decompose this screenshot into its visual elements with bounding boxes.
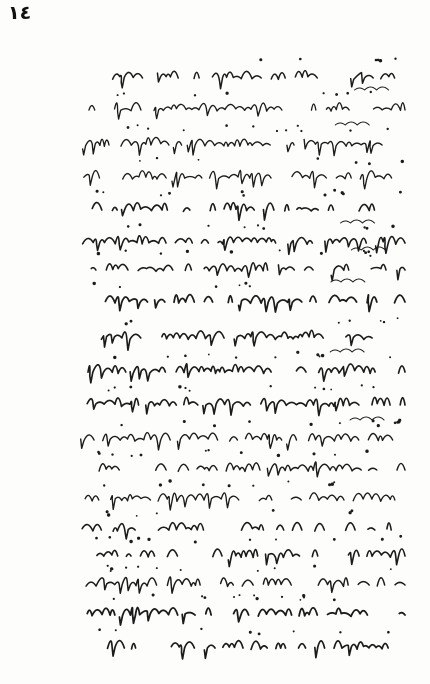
diacritic-dot [140, 454, 143, 457]
diacritic-dot [370, 91, 372, 93]
diacritic-dot [334, 454, 336, 456]
diacritic-dot [160, 194, 162, 196]
diacritic-dot [152, 594, 155, 597]
diacritic-dot [168, 192, 171, 195]
diacritic-dot [331, 483, 334, 486]
diacritic-dot [270, 385, 272, 387]
diacritic-dot [252, 485, 254, 487]
diacritic-dot [272, 509, 275, 512]
handwritten-line [89, 103, 405, 119]
diacritic-dot [256, 597, 259, 600]
diacritic-dot [361, 384, 363, 386]
diacritic-dot [102, 191, 104, 193]
interlinear-annotation [351, 247, 385, 250]
interlinear-annotation [350, 417, 384, 420]
diacritic-dot [233, 596, 235, 598]
handwritten-line [82, 523, 391, 539]
diacritic-dot [194, 94, 196, 96]
diacritic-dot [363, 250, 365, 252]
diacritic-dot [339, 422, 341, 424]
diacritic-dot [97, 252, 100, 255]
diacritic-dot [372, 386, 374, 388]
diacritic-dot [314, 387, 316, 389]
diacritic-dot [183, 129, 185, 131]
diacritic-dot [114, 386, 116, 388]
diacritic-dot [103, 484, 105, 486]
handwritten-line [85, 493, 395, 510]
interlinear-annotation [355, 87, 389, 90]
diacritic-dot [397, 420, 400, 423]
diacritic-dot [110, 570, 112, 572]
diacritic-dot [365, 450, 368, 453]
diacritic-dot [97, 451, 100, 454]
diacritic-dot [204, 596, 207, 599]
diacritic-dot [342, 193, 345, 196]
diacritic-dot [334, 190, 336, 192]
diacritic-dot [137, 566, 139, 568]
diacritic-dot [338, 322, 340, 324]
diacritic-dot [156, 567, 158, 569]
diacritic-dot [129, 386, 132, 389]
handwritten-line [83, 236, 405, 255]
diacritic-dot [369, 255, 371, 257]
diacritic-dot [108, 390, 110, 392]
handwritten-line [83, 137, 382, 155]
handwritten-line [83, 641, 388, 659]
diacritic-dot [258, 633, 261, 636]
diacritic-dot [381, 538, 384, 541]
diacritic-dot [235, 356, 237, 358]
diacritic-dot [240, 451, 243, 454]
diacritic-dot [401, 160, 404, 163]
diacritic-dot [96, 190, 99, 193]
handwritten-line [84, 170, 392, 189]
diacritic-dot [123, 92, 125, 94]
diacritic-dot [399, 535, 402, 538]
diacritic-dot [363, 226, 365, 228]
diacritic-dot [299, 58, 302, 61]
diacritic-dot [390, 568, 392, 570]
interlinear-annotation [335, 122, 369, 125]
diacritic-dot [323, 388, 326, 391]
diacritic-dot [333, 538, 336, 541]
diacritic-dot [317, 157, 320, 160]
diacritic-dot [300, 130, 302, 132]
diacritic-dot [184, 387, 186, 389]
diacritic-dot [168, 479, 171, 482]
handwritten-line [83, 203, 375, 221]
diacritic-dot [213, 424, 216, 427]
diacritic-dot [328, 483, 331, 486]
diacritic-dot [111, 453, 113, 455]
diacritic-dot [257, 570, 259, 572]
diacritic-dot [297, 125, 299, 127]
diacritic-dot [333, 598, 336, 601]
diacritic-dot [183, 420, 186, 423]
diacritic-dot [244, 226, 246, 228]
diacritic-dot [377, 424, 380, 427]
diacritic-dot [394, 58, 396, 60]
diacritic-dot [285, 129, 287, 131]
diacritic-dot [335, 93, 338, 96]
diacritic-dot [274, 356, 276, 358]
diacritic-dot [274, 567, 276, 569]
diacritic-dot [239, 284, 241, 286]
diacritic-dot [277, 454, 280, 457]
diacritic-dot [159, 483, 162, 486]
diacritic-dot [310, 423, 313, 426]
diacritic-dot [383, 321, 385, 323]
diacritic-dot [397, 317, 399, 319]
diacritic-dot [368, 162, 371, 165]
diacritic-dot [249, 285, 251, 287]
diacritic-dot [129, 540, 132, 543]
diacritic-dot [324, 194, 327, 197]
handwritten-line [87, 608, 405, 626]
diacritic-dot [119, 286, 121, 288]
handwritten-line [90, 549, 405, 567]
handwritten-line [91, 263, 405, 281]
diacritic-dot [380, 320, 382, 322]
diacritic-dot [207, 449, 209, 451]
diacritic-dot [323, 92, 325, 94]
diacritic-dot [112, 568, 114, 570]
diacritic-dot [107, 513, 110, 516]
handwritten-line [83, 295, 405, 312]
diacritic-dot [198, 159, 200, 161]
diacritic-dot [287, 481, 289, 483]
diacritic-dot [186, 250, 189, 253]
diacritic-dot [147, 538, 150, 541]
diacritic-dot [205, 450, 207, 452]
handwritten-line [86, 577, 405, 593]
diacritic-dot [93, 282, 96, 285]
diacritic-dot [215, 285, 218, 288]
interlinear-annotation [330, 349, 364, 352]
diacritic-dot [242, 194, 245, 197]
diacritic-dot [249, 539, 251, 541]
handwritten-line [81, 433, 393, 451]
diacritic-dot [189, 390, 191, 392]
diacritic-dot [399, 191, 402, 194]
diacritic-dot [113, 356, 116, 359]
diacritic-dot [275, 539, 277, 541]
diacritic-dot [366, 227, 369, 230]
diacritic-dot [276, 130, 278, 132]
diacritic-dot [244, 282, 247, 285]
diacritic-dot [394, 422, 397, 425]
diacritic-dot [339, 631, 341, 633]
diacritic-dot [248, 420, 251, 423]
diacritic-dot [125, 322, 128, 325]
diacritic-dot [249, 631, 252, 634]
diacritic-dot [349, 129, 351, 131]
diacritic-dot [313, 452, 316, 455]
handwritten-line [87, 397, 405, 415]
diacritic-dot [127, 225, 130, 228]
diacritic-dot [367, 250, 370, 253]
diacritic-dot [98, 628, 101, 631]
diacritic-dot [389, 356, 391, 358]
interlinear-annotation [340, 220, 374, 223]
diacritic-dot [115, 629, 117, 631]
diacritic-dot [194, 541, 197, 544]
diacritic-dot [293, 630, 295, 632]
diacritic-dot [208, 354, 210, 356]
diacritic-dot [147, 128, 149, 130]
diacritic-dot [131, 455, 133, 457]
diacritic-dot [178, 385, 181, 388]
interlinear-annotation [331, 279, 365, 282]
diacritic-dot [137, 124, 139, 126]
diacritic-dot [167, 356, 169, 358]
diacritic-dot [107, 565, 109, 567]
diacritic-dot [303, 596, 305, 598]
diacritic-dot [230, 250, 233, 253]
diacritic-dot [201, 595, 203, 597]
diacritic-dot [136, 515, 138, 517]
diacritic-dot [313, 565, 316, 568]
diacritic-dot [160, 252, 162, 254]
diacritic-dot [391, 225, 394, 228]
diacritic-dot [387, 128, 389, 130]
diacritic-dot [207, 225, 209, 227]
diacritic-dot [184, 355, 187, 358]
diacritic-dot [202, 483, 205, 486]
diacritic-dot [349, 320, 351, 322]
diacritic-dot [130, 320, 133, 323]
handwritten-line [88, 330, 372, 350]
diacritic-dot [253, 594, 255, 596]
diacritic-dot [257, 224, 259, 226]
diacritic-dot [225, 124, 228, 127]
handwritten-line [88, 364, 405, 383]
diacritic-dot [320, 252, 323, 255]
diacritic-dot [330, 389, 332, 391]
diacritic-dot [125, 250, 127, 252]
diacritic-dot [156, 157, 158, 159]
diacritic-dot [259, 58, 262, 61]
diacritic-dot [228, 484, 231, 487]
diacritic-dot [95, 537, 98, 540]
diacritic-dot [120, 424, 122, 426]
diacritic-dot [355, 161, 358, 164]
diacritic-dot [316, 353, 319, 356]
diacritic-dot [279, 249, 281, 251]
handwritten-line [85, 462, 405, 477]
diacritic-dot [125, 567, 127, 569]
diacritic-dot [117, 94, 119, 96]
diacritic-dot [252, 125, 254, 127]
diacritic-dot [113, 598, 115, 600]
diacritic-dot [321, 354, 324, 357]
diacritic-dot [200, 628, 202, 630]
diacritic-dot [106, 510, 109, 513]
diacritic-dot [127, 126, 130, 129]
diacritic-dot [226, 92, 229, 95]
handwritten-line [113, 71, 395, 89]
diacritic-dot [239, 594, 241, 596]
diacritic-dot [281, 596, 283, 598]
diacritic-dot [262, 227, 265, 230]
diacritic-dot [349, 511, 352, 514]
diacritic-dot [156, 512, 158, 514]
diacritic-dot [333, 481, 335, 483]
diacritic-dot [296, 351, 299, 354]
diacritic-dot [139, 160, 141, 162]
page-number: ١٤ [8, 2, 32, 24]
diacritic-dot [346, 92, 349, 95]
diacritic-dot [180, 569, 182, 571]
diacritic-dot [379, 59, 382, 62]
diacritic-dot [241, 190, 244, 193]
diacritic-dot [387, 631, 390, 634]
diacritic-dot [139, 223, 142, 226]
diacritic-dot [137, 537, 140, 540]
diacritic-dot [300, 599, 302, 601]
diacritic-dot [109, 536, 112, 539]
